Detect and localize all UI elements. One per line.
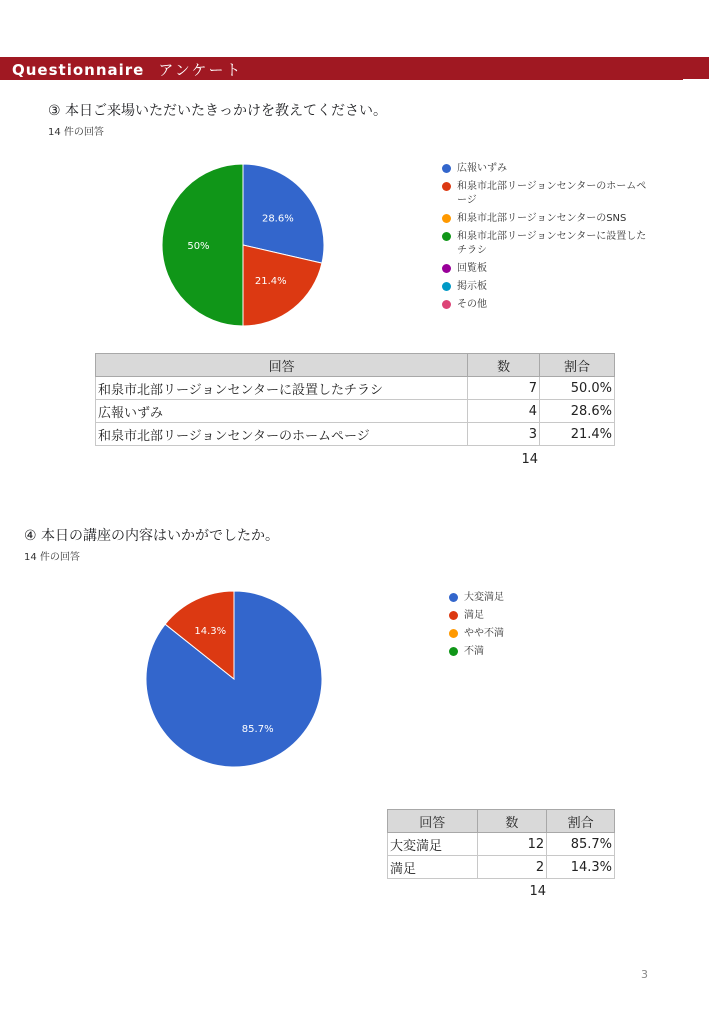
page-header (12, 59, 242, 80)
legend-item (449, 627, 599, 641)
legend-q3 (442, 162, 654, 316)
legend-label: 和泉市北部リージョンセンターのホームページ (457, 181, 647, 206)
legend-item (442, 162, 654, 176)
table-header-row (388, 810, 615, 833)
legend-swatch-icon (442, 214, 451, 223)
table-row (388, 833, 615, 856)
legend-item (442, 280, 654, 294)
legend-item (449, 609, 599, 623)
ratio-cell: 50.0% (540, 377, 615, 400)
col-header-answer: 回答 (388, 810, 478, 833)
pie-slice-label: 14.3% (194, 625, 227, 637)
legend-label: 広報いずみ (457, 163, 507, 174)
legend-swatch-icon (442, 182, 451, 191)
legend-label: 掲示板 (457, 281, 487, 292)
legend-label: 回覧板 (457, 263, 487, 274)
table-row (96, 377, 615, 400)
legend-swatch-icon (442, 232, 451, 241)
count-cell: 7 (468, 377, 540, 400)
page-number: 3 (641, 968, 648, 981)
pie-slice-label: 21.4% (254, 275, 287, 287)
col-header-answer: 回答 (96, 354, 468, 377)
ratio-cell: 14.3% (547, 856, 615, 879)
legend-label: 大変満足 (464, 592, 504, 603)
legend-swatch-icon (442, 300, 451, 309)
pie-slice-label: 28.6% (261, 213, 294, 225)
ratio-cell: 28.6% (540, 400, 615, 423)
legend-item (449, 645, 599, 659)
count-cell: 2 (477, 856, 547, 879)
legend-item (442, 212, 654, 226)
legend-label: その他 (457, 299, 487, 310)
count-cell: 12 (477, 833, 547, 856)
table-q4 (387, 809, 615, 879)
table-q3-total: 14 (521, 452, 538, 467)
question-4-response-count: 14 件の回答 (24, 552, 80, 563)
header-title-en: Questionnaire (12, 61, 145, 79)
legend-swatch-icon (449, 629, 458, 638)
col-header-count: 数 (477, 810, 547, 833)
legend-label: 満足 (464, 610, 484, 621)
pie-slice-label: 85.7% (241, 724, 274, 736)
answer-cell: 和泉市北部リージョンセンターのホームページ (96, 423, 468, 446)
count-cell: 3 (468, 423, 540, 446)
ratio-cell: 21.4% (540, 423, 615, 446)
count-cell: 4 (468, 400, 540, 423)
answer-cell: 広報いずみ (96, 400, 468, 423)
legend-item (442, 262, 654, 276)
legend-swatch-icon (449, 593, 458, 602)
legend-swatch-icon (442, 282, 451, 291)
col-header-ratio: 割合 (540, 354, 615, 377)
pie-slice-label: 50% (187, 241, 210, 252)
legend-item (442, 180, 654, 208)
legend-label: 和泉市北部リージョンセンターに設置したチラシ (457, 231, 647, 256)
table-row (96, 423, 615, 446)
legend-label: やや不満 (464, 628, 504, 639)
legend-label: 不満 (464, 646, 484, 657)
table-q4-total: 14 (529, 884, 546, 899)
pie-chart-q3 (160, 162, 326, 328)
legend-label: 和泉市北部リージョンセンターのSNS (457, 213, 627, 224)
legend-q4 (449, 591, 599, 663)
col-header-count: 数 (468, 354, 540, 377)
legend-swatch-icon (449, 611, 458, 620)
ratio-cell: 85.7% (547, 833, 615, 856)
legend-swatch-icon (442, 164, 451, 173)
legend-item (442, 230, 654, 258)
question-3-title: ③ 本日ご来場いただいたきっかけを教えてください。 (48, 103, 387, 119)
header-title-jp: アンケート (158, 61, 243, 79)
legend-swatch-icon (442, 264, 451, 273)
question-3-response-count: 14 件の回答 (48, 127, 104, 138)
answer-cell: 和泉市北部リージョンセンターに設置したチラシ (96, 377, 468, 400)
table-q3 (95, 353, 615, 446)
legend-swatch-icon (449, 647, 458, 656)
table-header-row (96, 354, 615, 377)
pie-chart-q4 (144, 589, 324, 769)
question-4-title: ④ 本日の講座の内容はいかがでしたか。 (24, 528, 279, 544)
answer-cell: 大変満足 (388, 833, 478, 856)
answer-cell: 満足 (388, 856, 478, 879)
legend-item (449, 591, 599, 605)
legend-item (442, 298, 654, 312)
table-row (96, 400, 615, 423)
col-header-ratio: 割合 (547, 810, 615, 833)
table-row (388, 856, 615, 879)
